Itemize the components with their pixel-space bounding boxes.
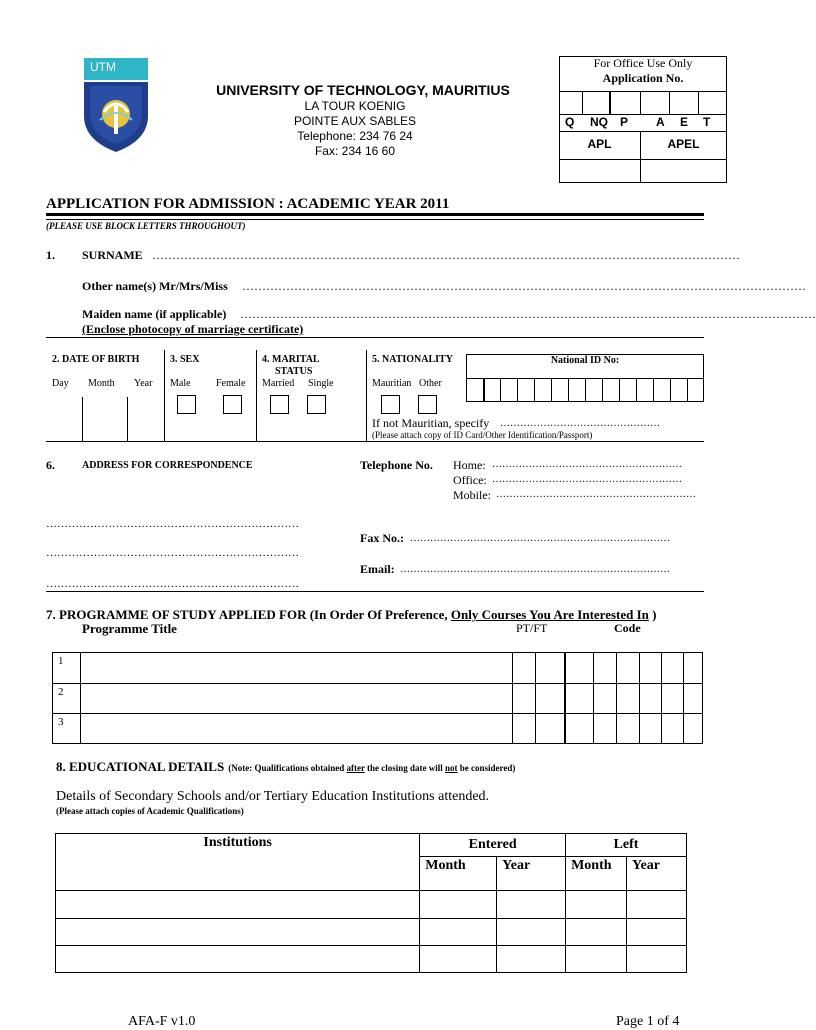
programme-title-cell[interactable]: [80, 714, 512, 743]
entered-year-header: Year: [497, 857, 566, 891]
section-7-title-underlined: Only Courses You Are Interested In: [450, 607, 649, 622]
programme-table-column-line: [593, 653, 594, 743]
telephone-line: Telephone: 234 76 24: [297, 129, 413, 143]
utm-logo: [82, 56, 152, 154]
programme-row: [53, 713, 702, 743]
education-row: [56, 919, 687, 946]
left-month-cell[interactable]: [566, 946, 627, 973]
entered-year-cell[interactable]: [497, 919, 566, 946]
id-attach-note: (Please attach copy of ID Card/Other Identification/Passport): [372, 430, 593, 440]
programme-row-number: 1: [58, 655, 64, 667]
ptft-header: PT/FT: [516, 621, 548, 635]
national-id-cell[interactable]: [551, 378, 568, 402]
section-7-title-post: ): [648, 607, 657, 622]
female-checkbox[interactable]: [223, 395, 242, 414]
programme-row-number: 2: [58, 686, 64, 698]
national-id-cell[interactable]: [534, 378, 551, 402]
office-label: Office:: [453, 473, 487, 487]
institution-cell[interactable]: [56, 891, 420, 919]
dob-year-label: Year: [134, 378, 153, 389]
programme-table-column-line: [616, 653, 617, 743]
left-year-cell[interactable]: [627, 919, 687, 946]
home-label: Home:: [453, 458, 486, 472]
title-rule: [46, 213, 704, 216]
fax-label: Fax No.:: [360, 531, 404, 545]
national-id-label: National ID No:: [550, 355, 620, 366]
surname-label: SURNAME: [82, 248, 143, 262]
address-line-field-3[interactable]: ……………………………………………………………: [46, 578, 299, 590]
sex-label: 3. SEX: [170, 354, 200, 365]
female-label: Female: [216, 378, 246, 389]
office-code-nq: NQ: [590, 115, 608, 129]
left-month-header: Month: [566, 857, 627, 891]
office-code-a: A: [656, 115, 665, 129]
mauritian-checkbox[interactable]: [381, 395, 400, 414]
logo-text: UTM: [90, 60, 116, 74]
dob-label: 2. DATE OF BIRTH: [52, 354, 140, 365]
entered-month-cell[interactable]: [420, 946, 497, 973]
telephone-label: Telephone No.: [360, 458, 433, 472]
form-id: AFA-F v1.0: [128, 1014, 196, 1029]
dob-month-field[interactable]: [83, 397, 127, 441]
programme-table-column-line: [535, 653, 536, 743]
address-line-2: POINTE AUX SABLES: [293, 114, 417, 128]
left-year-cell[interactable]: [627, 946, 687, 973]
application-no-label: Application No.: [602, 71, 684, 85]
marital-label: 4. MARITAL: [262, 354, 320, 365]
apl-label: APL: [587, 137, 612, 151]
national-id-cell[interactable]: [500, 378, 517, 402]
programme-title-header: Programme Title: [82, 621, 177, 636]
national-id-cell[interactable]: [619, 378, 636, 402]
national-id-cell[interactable]: [602, 378, 619, 402]
marriage-cert-note: (Enclose photocopy of marriage certificate): [82, 322, 304, 336]
nationality-specify-field[interactable]: …………………………………………: [500, 418, 660, 429]
other-nationality-checkbox[interactable]: [418, 395, 437, 414]
national-id-cell[interactable]: [483, 378, 500, 402]
university-name: UNIVERSITY OF TECHNOLOGY, MAURITIUS: [216, 82, 510, 98]
programme-table-column-line: [683, 653, 684, 743]
national-id-cell[interactable]: [517, 378, 534, 402]
national-id-cell[interactable]: [568, 378, 585, 402]
office-code-t: T: [703, 115, 711, 129]
form-title: APPLICATION FOR ADMISSION : ACADEMIC YEAR 2011: [46, 196, 450, 212]
programme-table-column-line: [564, 653, 566, 743]
male-label: Male: [170, 378, 191, 389]
home-phone-field[interactable]: …………………………………………………: [492, 459, 682, 470]
education-table: [55, 833, 687, 973]
national-id-cell[interactable]: [687, 378, 704, 402]
married-label: Married: [262, 378, 295, 389]
married-checkbox[interactable]: [270, 395, 289, 414]
entered-year-cell[interactable]: [497, 891, 566, 919]
address-line-field-1[interactable]: ……………………………………………………………: [46, 518, 299, 530]
qualifications-attach-note: (Please attach copies of Academic Qualifications): [56, 806, 244, 816]
section-7-title-pre: 7. PROGRAMME OF STUDY APPLIED FOR (In Order Of Preference,: [46, 607, 451, 622]
institutions-details-text: Details of Secondary Schools and/or Tertiary Education Institutions attended.: [56, 789, 490, 804]
left-year-header: Year: [627, 857, 687, 891]
fax-field[interactable]: ……………………………………………………………………: [410, 533, 670, 544]
male-checkbox[interactable]: [177, 395, 196, 414]
dob-month-label: Month: [88, 378, 115, 389]
programme-row-number: 3: [58, 716, 64, 728]
programme-table-column-line: [80, 653, 81, 743]
section-1-number: 1.: [46, 248, 55, 262]
email-field[interactable]: ………………………………………………………………………: [400, 564, 670, 575]
programme-title-cell[interactable]: [80, 653, 512, 683]
dob-year-field[interactable]: [128, 397, 164, 441]
section-6-number: 6.: [46, 458, 55, 472]
section-8-note: (Note: Qualifications obtained after the closing date will not be considered): [228, 763, 516, 773]
page-number: Page 1 of 4: [616, 1014, 680, 1029]
mobile-phone-field[interactable]: ……………………………………………………: [496, 489, 696, 500]
other-names-label: Other name(s) Mr/Mrs/Miss: [82, 279, 228, 293]
if-not-mauritian-label: If not Mauritian, specify: [372, 416, 490, 430]
office-code-e: E: [680, 115, 689, 129]
section-8-title: [56, 758, 515, 776]
other-label: Other: [419, 378, 442, 389]
code-header: Code: [614, 621, 641, 635]
programme-row: [53, 653, 702, 683]
programme-title-cell[interactable]: [80, 684, 512, 713]
single-checkbox[interactable]: [307, 395, 326, 414]
national-id-cells[interactable]: [466, 378, 704, 402]
office-code-p: P: [620, 115, 629, 129]
national-id-cell[interactable]: [670, 378, 687, 402]
dob-day-label: Day: [52, 378, 69, 389]
education-row: [56, 946, 687, 973]
programme-table-column-line: [639, 653, 640, 743]
entered-month-cell[interactable]: [420, 891, 497, 919]
address-label: ADDRESS FOR CORRESPONDENCE: [82, 460, 253, 471]
national-id-cell[interactable]: [466, 378, 483, 402]
left-header: Left: [566, 834, 687, 857]
education-row: [56, 891, 687, 919]
national-id-cell[interactable]: [653, 378, 670, 402]
apel-label: APEL: [667, 137, 700, 151]
office-use-title: For Office Use Only: [593, 56, 693, 70]
block-letters-note: (PLEASE USE BLOCK LETTERS THROUGHOUT): [46, 221, 246, 231]
entered-year-cell[interactable]: [497, 946, 566, 973]
single-label: Single: [308, 378, 334, 389]
entered-month-cell[interactable]: [420, 919, 497, 946]
mobile-label: Mobile:: [453, 488, 491, 502]
left-month-cell[interactable]: [566, 891, 627, 919]
section-8-heading: 8. EDUCATIONAL DETAILS: [56, 759, 225, 774]
office-phone-field[interactable]: …………………………………………………: [492, 474, 682, 485]
institution-cell[interactable]: [56, 919, 420, 946]
other-names-field[interactable]: ……………………………………………………………………………………………………………………………: [242, 279, 806, 293]
national-id-cell[interactable]: [636, 378, 653, 402]
entered-header: Entered: [420, 834, 566, 857]
programme-table: [52, 652, 703, 744]
fax-line: Fax: 234 16 60: [314, 144, 396, 158]
surname-field[interactable]: …………………………………………………………………………………………………………………………………: [152, 248, 740, 262]
address-line-field-2[interactable]: ……………………………………………………………: [46, 547, 299, 559]
left-month-cell[interactable]: [566, 919, 627, 946]
mauritian-label: Mauritian: [372, 378, 412, 389]
nationality-label: 5. NATIONALITY: [372, 354, 453, 365]
left-year-cell[interactable]: [627, 891, 687, 919]
entered-month-header: Month: [420, 857, 497, 891]
dob-day-field[interactable]: [46, 397, 82, 441]
programme-row: [53, 683, 702, 713]
address-line-1: LA TOUR KOENIG: [304, 99, 406, 113]
email-label: Email:: [360, 562, 395, 576]
institution-cell[interactable]: [56, 946, 420, 973]
national-id-cell[interactable]: [585, 378, 602, 402]
title-rule-thin: [46, 219, 704, 220]
marital-status-label: STATUS: [275, 366, 313, 377]
maiden-name-label: Maiden name (if applicable): [82, 307, 227, 321]
programme-table-column-line: [512, 653, 513, 743]
programme-table-column-line: [661, 653, 662, 743]
office-code-q: Q: [565, 115, 575, 129]
institutions-header: Institutions: [56, 834, 420, 891]
maiden-name-field[interactable]: ………………………………………………………………………………………………………………………………: [240, 307, 816, 321]
